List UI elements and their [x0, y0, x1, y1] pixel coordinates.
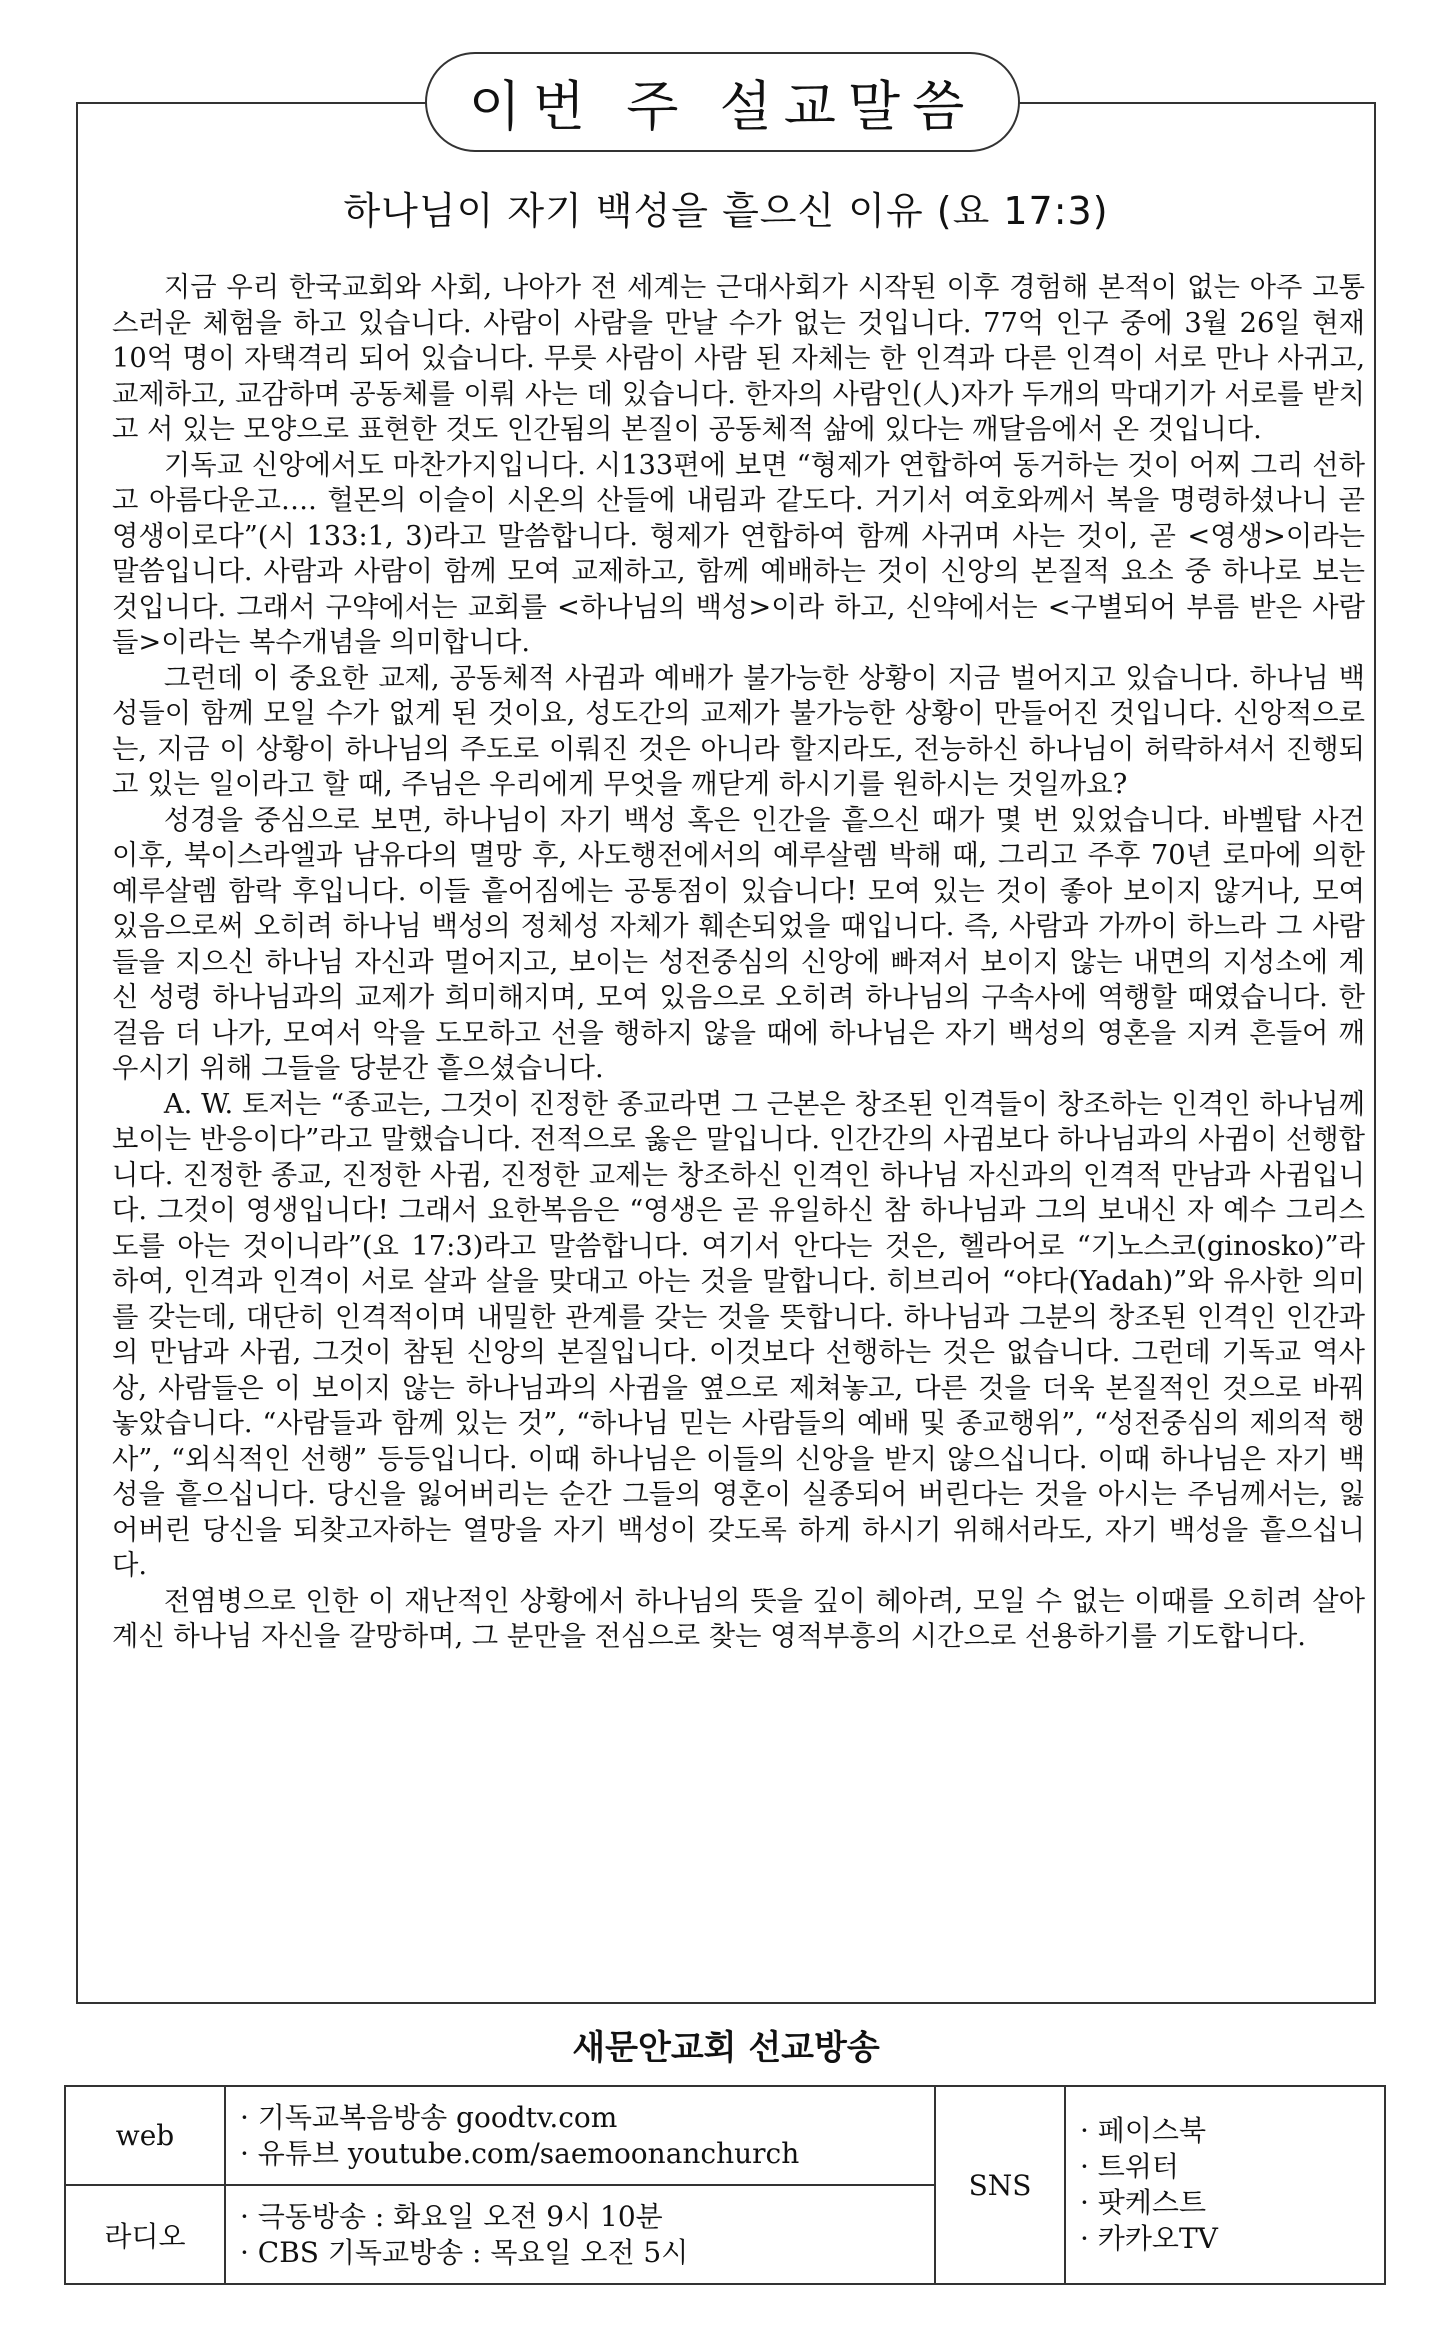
sns-kakaotv[interactable]: · 카카오TV — [1080, 2222, 1218, 2255]
radio-list — [225, 2185, 935, 2284]
header-title: 이번 주 설교말씀 — [425, 52, 1020, 152]
sermon-title: 하나님이 자기 백성을 흩으신 이유 (요 17:3) — [343, 189, 1109, 233]
sermon-paragraph: 성경을 중심으로 보면, 하나님이 자기 백성 혹은 인간을 흩으신 때가 몇 번 있었습니다. 바벨탑 사건 이후, 북이스라엘과 남유다의 멸망 후, 사도행전에서의 예루살렘 박해 때, 그리고 주후 70년 로마에 의한 예루살렘 함락 후입니다. 이들 흩어짐에는 공통점이 있습니다! 모여 있는 것이 좋아 보이지 않거나, 모여 있음으로써 오히려 하나님 백성의 정체성 자체가 훼손되었을 때입니다. 즉, 사람과 가까이 하느라 그 사람들을 지으신 하나님 자신과 멀어지고, 보이는 성전중심의 신앙에 빠져서 보이지 않는 내면의 지성소에 계신 성령 하나님과의 교제가 희미해지며, 모여 있음으로 오히려 하나님의 구속사에 역행할 때였습니다. 한 걸음 더 나가, 모여서 악을 도모하고 선을 행하지 않을 때에 하나님은 자기 백성의 영혼을 지켜 흔들어 깨우시기 위해 그들을 당분간 흩으셨습니다. — [112, 804, 1365, 1084]
sermon-paragraph: A. W. 토저는 “종교는, 그것이 진정한 종교라면 그 근본은 창조된 인격들이 창조하는 인격인 하나님께 보이는 반응이다”라고 말했습니다. 전적으로 옳은 말입니다. 인간간의 사귐보다 하나님과의 사귐이 선행합니다. 진정한 종교, 진정한 사귐, 진정한 교제는 창조하신 인격인 하나님 자신과의 인격적 만남과 사귐입니다. 그것이 영생입니다! 그래서 요한복음은 “영생은 곧 유일하신 참 하나님과 그의 보내신 자 예수 그리스도를 아는 것이니라”(요 17:3)라고 말씀합니다. 여기서 안다는 것은, 헬라어로 “기노스코(ginosko)”라 하여, 인격과 인격이 서로 살과 살을 맞대고 아는 것을 말합니다. 히브리어 “야다(Yadah)”와 유사한 의미를 갖는데, 대단히 인격적이며 내밀한 관계를 갖는 것을 뜻합니다. 하나님과 그분의 창조된 인격인 인간과의 만남과 사귐, 그것이 참된 신앙의 본질입니다. 이것보다 선행하는 것은 없습니다. 그런데 기독교 역사상, 사람들은 이 보이지 않는 하나님과의 사귐을 옆으로 제쳐놓고, 다른 것을 더욱 본질적인 것으로 바꿔 놓았습니다. “사람들과 함께 있는 것”, “하나님 믿는 사람들의 예배 및 종교행위”, “성전중심의 제의적 행사”, “외식적인 선행” 등등입니다. 이때 하나님은 이들의 신앙을 받지 않으십니다. 이때 하나님은 자기 백성을 흩으십니다. 당신을 잃어버리는 순간 그들의 영혼이 실종되어 버린다는 것을 아시는 주님께서는, 잃어버린 당신을 되찾고자하는 열망을 자기 백성이 갖도록 하게 하시기 위해서라도, 자기 백성을 흩으십니다. — [112, 1088, 1366, 1581]
sns-list — [1065, 2086, 1385, 2284]
sns-label: SNS — [935, 2086, 1065, 2284]
ministry-title: 새문안교회 선교방송 — [572, 2028, 880, 2068]
sns-podcast[interactable]: · 팟케스트 — [1080, 2186, 1206, 2219]
radio-item-cbs: · CBS 기독교방송 : 목요일 오전 5시 — [240, 2235, 689, 2269]
sermon-paragraph: 그런데 이 중요한 교제, 공동체적 사귐과 예배가 불가능한 상황이 지금 벌어지고 있습니다. 하나님 백성들이 함께 모일 수가 없게 된 것이요, 성도간의 교제가 불가능한 상황이 만들어진 것입니다. 신앙적으로는, 지금 이 상황이 하나님의 주도로 이뤄진 것은 아니라 할지라도, 전능하신 하나님이 허락하셔서 진행되고 있는 일이라고 할 때, 주님은 우리에게 무엇을 깨닫게 하시기를 원하시는 것일까요? — [112, 662, 1365, 800]
sns-facebook[interactable]: · 페이스북 — [1080, 2114, 1206, 2147]
sermon-paragraph: 기독교 신앙에서도 마찬가지입니다. 시133편에 보면 “형제가 연합하여 동거하는 것이 어찌 그리 선하고 아름다운고…. 헐몬의 이슬이 시온의 산들에 내림과 같도다. 거기서 여호와께서 복을 명령하셨나니 곧 영생이로다”(시 133:1, 3)라고 말씀합니다. 형제가 연합하여 함께 사귀며 사는 것이, 곧 <영생>이라는 말씀입니다. 사람과 사람이 함께 모여 교제하고, 함께 예배하는 것이 신앙의 본질적 요소 중 하나로 보는 것입니다. 그래서 구약에서는 교회를 <하나님의 백성>이라 하고, 신약에서는 <구별되어 부름 받은 사람들>이라는 복수개념을 의미합니다. — [112, 449, 1365, 658]
web-link-goodtv[interactable]: · 기독교복음방송 goodtv.com — [240, 2100, 618, 2134]
sermon-paragraph: 전염병으로 인한 이 재난적인 상황에서 하나님의 뜻을 깊이 헤아려, 모일 수 없는 이때를 오히려 살아계신 하나님 자신을 갈망하며, 그 분만을 전심으로 찾는 영적부흥의 시간으로 선용하기를 기도합니다. — [112, 1585, 1365, 1652]
web-links — [225, 2086, 935, 2185]
sermon-paragraph: 지금 우리 한국교회와 사회, 나아가 전 세계는 근대사회가 시작된 이후 경험해 본적이 없는 아주 고통스러운 체험을 하고 있습니다. 사람이 사람을 만날 수가 없는 것입니다. 77억 인구 중에 3월 26일 현재 10억 명이 자택격리 되어 있습니다. 무릇 사람이 사람 된 자체는 한 인격과 다른 인격이 서로 만나 사귀고, 교제하고, 교감하며 공동체를 이뤄 사는 데 있습니다. 한자의 사람인(人)자가 두개의 막대기가 서로를 받치고 서 있는 모양으로 표현한 것도 인간됨의 본질이 공동체적 삶에 있다는 깨달음에서 온 것입니다. — [112, 272, 1365, 445]
sermon-body — [112, 270, 1365, 1655]
broadcast-table — [64, 2085, 1386, 2285]
radio-item-febc: · 극동방송 : 화요일 오전 9시 10분 — [240, 2199, 663, 2233]
radio-label: 라디오 — [65, 2185, 225, 2284]
sns-twitter[interactable]: · 트위터 — [1080, 2150, 1179, 2183]
web-row — [65, 2086, 1385, 2185]
web-link-youtube[interactable]: · 유튜브 youtube.com/saemoonanchurch — [240, 2136, 800, 2170]
web-label: web — [65, 2086, 225, 2185]
